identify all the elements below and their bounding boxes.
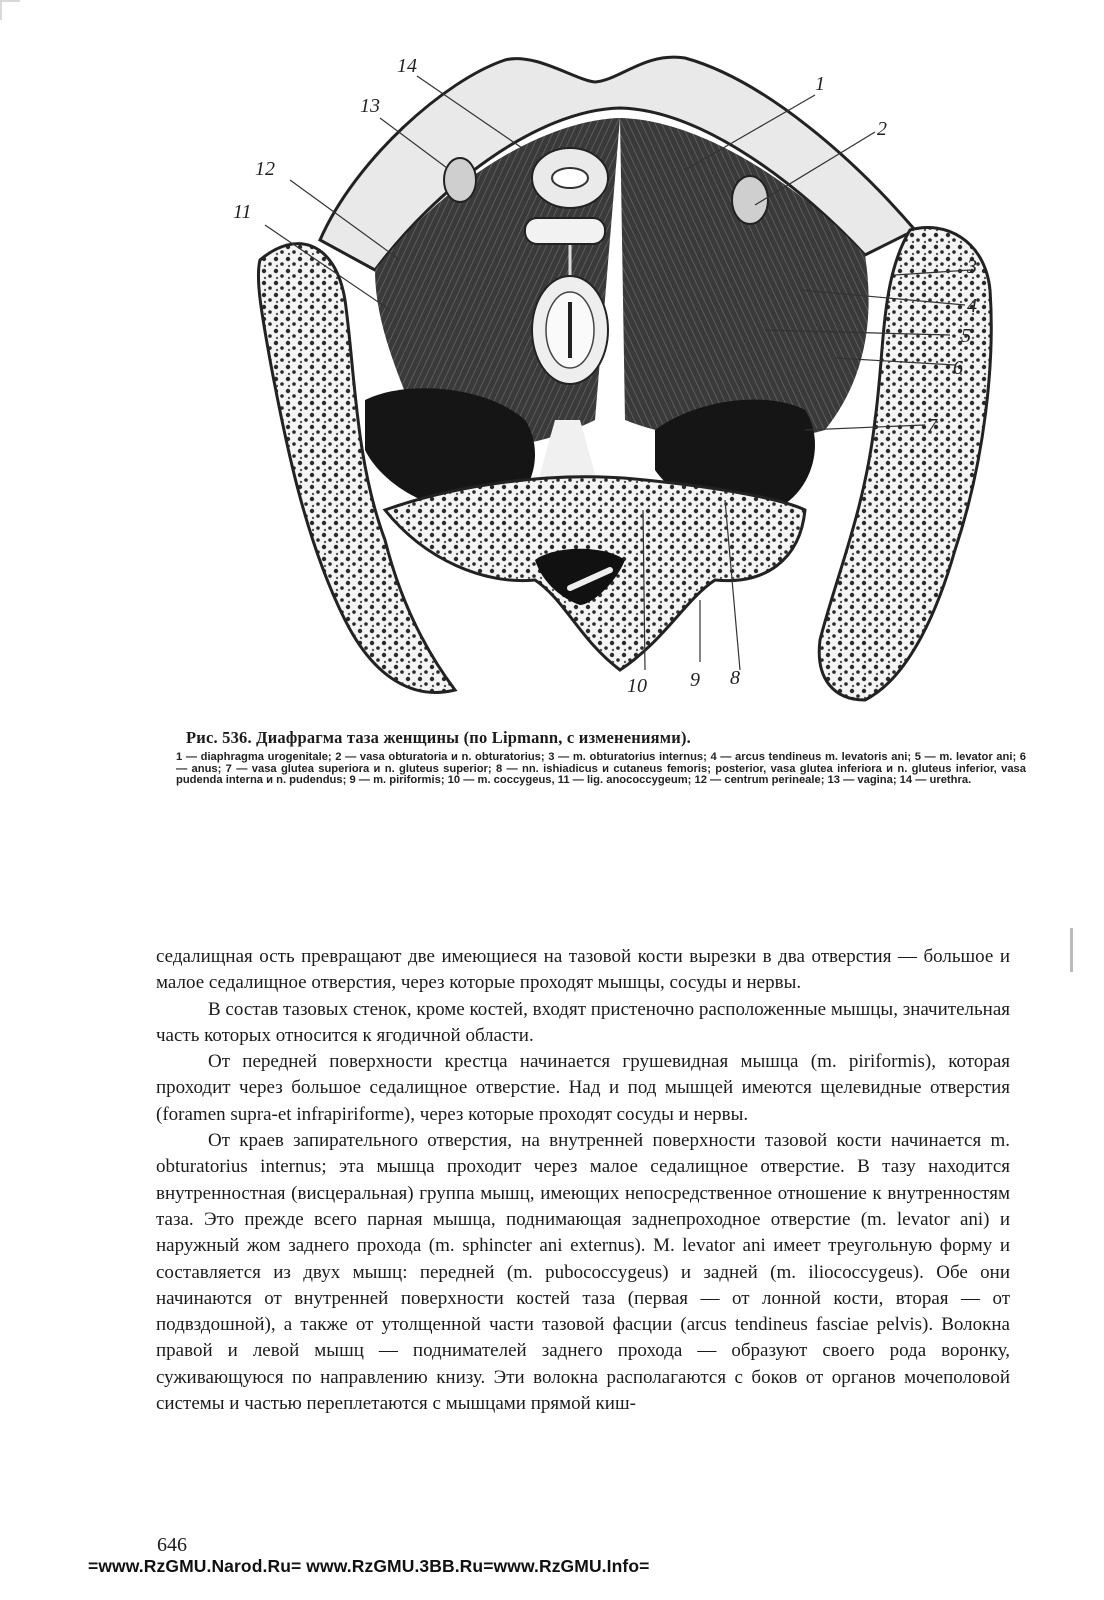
paragraph-4: От краев запирательного отверстия, на внутренней поверхности тазовой кости начинается m. obturatorius internus; эта мышца проходит через малое седалищное отверстие. В тазу находится внутренностная (висцеральная) группа мышц, имеющих непосредственное отношение к внутренностям таза. Это прежде всего парная мышца, поднимающая заднепроходное отверстие (m. levator ani) и наружный жом заднего прохода (m. sphincter ani externus). M. levator ani имеет треугольную форму и составляется из двух мышц: передней (m. pubococcygeus) и задней (m. iliococcygeus). Обе они начинаются от внутренней поверхности костей таза (первая — от лонной кости, вторая — от подвздошной), а также от утолщенной части тазовой фасции (arcus tendineus fasciae pelvis). Волокна правой и левой мышц — поднимателей заднего прохода — образуют своего рода воронку, суживающуюся по направлению книзу. Эти волокна располагаются с боков от органов мочеполовой системы и частью переплетаются с мышцами прямой киш- <box>156 1130 1010 1415</box>
label-4: 4 <box>967 295 977 317</box>
paragraph-3: От передней поверхности крестца начинается грушевидная мышца (m. piriformis), которая проходит через большое седалищное отверстие. Над и под мышцей имеются щелевидные отверстия (foramen supra-et infrapiriforme), через которые проходят сосуды и нервы. <box>156 1051 1010 1125</box>
label-3: 3 <box>967 256 977 278</box>
label-5: 5 <box>961 325 971 347</box>
body-text <box>156 944 1010 1417</box>
label-10: 10 <box>627 675 647 697</box>
label-11: 11 <box>233 201 252 223</box>
page-number: 646 <box>157 1534 187 1556</box>
scan-corner-mark <box>0 0 20 20</box>
label-9: 9 <box>690 669 700 691</box>
label-7: 7 <box>927 415 937 437</box>
anatomical-drawing <box>225 40 1045 720</box>
paragraph-1: седалищная ость превращают две имеющиеся на тазовой кости вырезки в два отверстия — большое и малое седалищное отверстия, через которые проходят мышцы, сосуды и нервы. <box>156 946 1010 994</box>
caption-title: Рис. 536. Диафрагма таза женщины (по Lipmann, с изменениями). <box>186 728 691 747</box>
pelvic-diaphragm-illustration <box>225 40 1045 720</box>
label-14: 14 <box>397 55 417 77</box>
label-13: 13 <box>360 95 380 117</box>
paragraph-2: В состав тазовых стенок, кроме костей, входят пристеночно расположенные мышцы, значительная часть которых относится к ягодичной области. <box>156 998 1010 1046</box>
caption-legend: 1 — diaphragma urogenitale; 2 — vasa obturatoria и n. obturatorius; 3 — m. obturatorius internus; 4 — arcus tendineus m. levatoris ani; 5 — m. levator ani; 6 — anus; 7 — vasa glutea superiora и n. gluteus superior; 8 — nn. ishiadicus и cutaneus femoris; posterior, vasa glutea inferiora и n. gluteus inferior, vasa pudenda interna и n. pudendus; 9 — m. piriformis; 10 — m. coccygeus, 11 — lig. anococcygeum; 12 — centrum perineale; 13 — vagina; 14 — urethra. <box>176 751 1026 787</box>
obturator-vessels-left <box>444 158 476 202</box>
label-8: 8 <box>730 667 740 689</box>
label-6: 6 <box>953 357 963 379</box>
margin-mark <box>1070 928 1073 972</box>
vagina <box>525 218 605 244</box>
figure-caption <box>176 728 1026 787</box>
label-12: 12 <box>255 158 275 180</box>
label-1: 1 <box>815 73 825 95</box>
footer-url: =www.RzGMU.Narod.Ru= www.RzGMU.3BB.Ru=www.RzGMU.Info= <box>88 1556 650 1576</box>
label-2: 2 <box>877 118 887 140</box>
